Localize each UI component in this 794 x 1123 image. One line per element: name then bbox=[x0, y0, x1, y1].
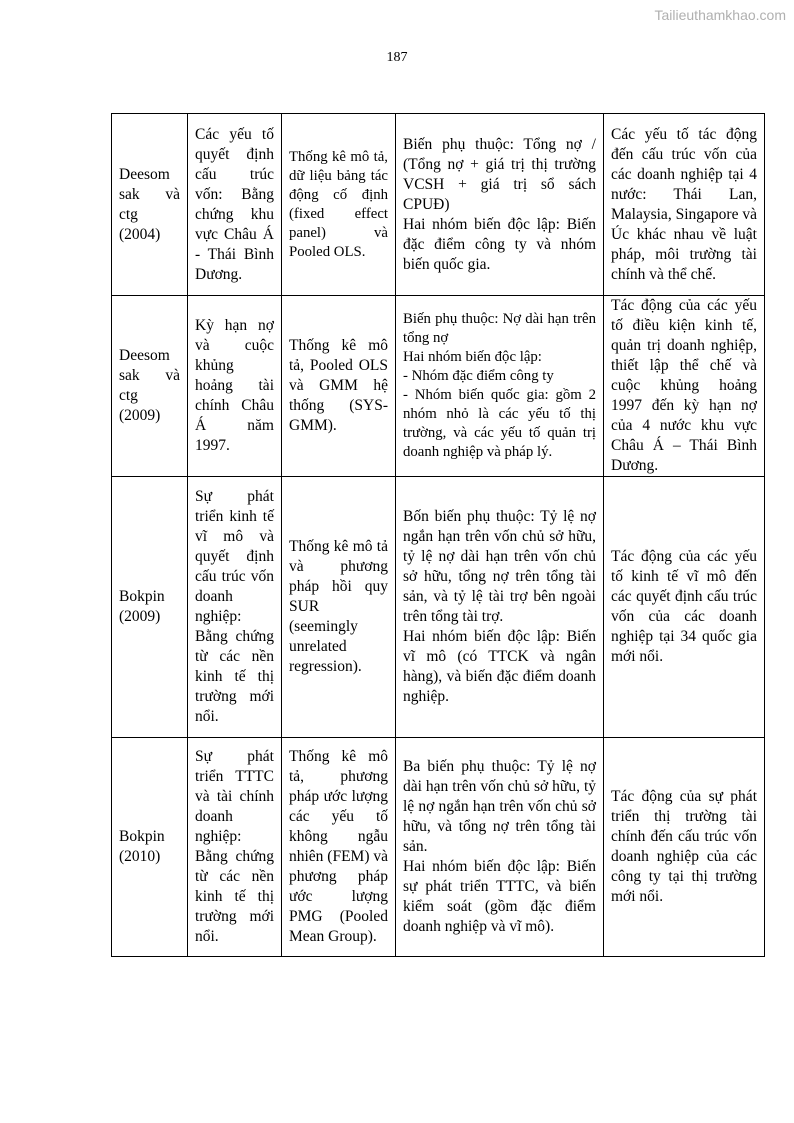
table-row bbox=[112, 477, 765, 738]
variables-cell bbox=[396, 738, 604, 957]
topic-cell: Các yếu tố quyết định cấu trúc vốn: Bằng chứng khu vực Châu Á - Thái Bình Dương. bbox=[188, 114, 282, 296]
author-line: Deesom bbox=[119, 347, 170, 364]
variables-paragraph: Bốn biến phụ thuộc: Tỷ lệ nợ ngắn hạn trên vốn chủ sở hữu, tỷ lệ nợ dài hạn trên vốn chủ sở hữu, tổng nợ trên tổng tài sản, và tỷ lệ tài trợ bên ngoài trên tổng tài trợ. bbox=[403, 508, 596, 625]
author-line: (2010) bbox=[119, 848, 161, 865]
author-line: ctg bbox=[119, 387, 138, 404]
variables-paragraph: Hai nhóm biến độc lập: bbox=[403, 349, 542, 365]
table-row bbox=[112, 738, 765, 957]
method-cell: Thống kê mô tả, dữ liệu bảng tác động cố định (fixed effect panel) và Pooled OLS. bbox=[282, 114, 396, 296]
author-line: Bokpin bbox=[119, 828, 165, 845]
literature-table bbox=[111, 113, 765, 957]
variables-paragraph: Ba biến phụ thuộc: Tỷ lệ nợ dài hạn trên vốn chủ sở hữu, tỷ lệ nợ ngắn hạn trên vốn chủ sở hữu, và tổng nợ trên tổng tài sản. bbox=[403, 758, 596, 855]
author-line: (2009) bbox=[119, 608, 161, 625]
variables-cell bbox=[396, 296, 604, 477]
method-cell: Thống kê mô tả, phương pháp ước lượng các yếu tố không ngẫu nhiên (FEM) và phương pháp ước lượng PMG (Pooled Mean Group). bbox=[282, 738, 396, 957]
watermark: Tailieuthamkhao.com bbox=[654, 7, 786, 23]
author-cell bbox=[112, 296, 188, 477]
author-cell bbox=[112, 477, 188, 738]
page-number: 187 bbox=[386, 50, 408, 65]
variables-cell bbox=[396, 114, 604, 296]
topic-cell: Kỳ hạn nợ và cuộc khủng hoảng tài chính Châu Á năm 1997. bbox=[188, 296, 282, 477]
author-line: sak và bbox=[119, 185, 180, 203]
author-cell bbox=[112, 738, 188, 957]
author-line: Deesom bbox=[119, 165, 170, 183]
topic-cell: Sự phát triển TTTC và tài chính doanh nghiệp: Bằng chứng từ các nền kinh tế thị trường mới nổi. bbox=[188, 738, 282, 957]
table-row bbox=[112, 296, 765, 477]
findings-cell: Tác động của các yếu tố điều kiện kinh tế, quản trị doanh nghiệp, thiết lập thể chế và cuộc khủng hoảng 1997 đến kỳ hạn nợ của 4 nước khu vực Châu Á – Thái Bình Dương. bbox=[604, 296, 765, 477]
variables-paragraph: Hai nhóm biến độc lập: Biến vĩ mô (có TTCK và ngân hàng), và biến đặc điểm doanh nghiệp. bbox=[403, 628, 596, 705]
method-cell: Thống kê mô tả, Pooled OLS và GMM hệ thống (SYS-GMM). bbox=[282, 296, 396, 477]
findings-cell: Tác động của sự phát triển thị trường tài chính đến cấu trúc vốn doanh nghiệp của các công ty tại thị trường mới nổi. bbox=[604, 738, 765, 957]
topic-cell: Sự phát triển kinh tế vĩ mô và quyết định cấu trúc vốn doanh nghiệp: Bằng chứng từ các nền kinh tế thị trường mới nổi. bbox=[188, 477, 282, 738]
variables-cell bbox=[396, 477, 604, 738]
variables-paragraph: Biến phụ thuộc: Nợ dài hạn trên tổng nợ bbox=[403, 311, 596, 346]
findings-cell: Các yếu tố tác động đến cấu trúc vốn của các doanh nghiệp tại 4 nước: Thái Lan, Malaysia, Singapore và Úc khác nhau về luật pháp, môi trường tài chính và thể chế. bbox=[604, 114, 765, 296]
findings-cell: Tác động của các yếu tố kinh tế vĩ mô đến các quyết định cấu trúc vốn của các doanh nghiệp tại 34 quốc gia mới nổi. bbox=[604, 477, 765, 738]
author-line: (2004) bbox=[119, 225, 161, 243]
author-line: (2009) bbox=[119, 407, 161, 424]
author-line: sak và bbox=[119, 367, 180, 384]
variables-paragraph: Biến phụ thuộc: Tổng nợ / (Tổng nợ + giá trị thị trường VCSH + giá trị sổ sách CPUĐ) bbox=[403, 135, 596, 213]
variables-paragraph: - Nhóm đặc điểm công ty bbox=[403, 368, 554, 384]
variables-paragraph: Hai nhóm biến độc lập: Biến đặc điểm công ty và nhóm biến quốc gia. bbox=[403, 215, 596, 273]
author-cell bbox=[112, 114, 188, 296]
table-row bbox=[112, 114, 765, 296]
method-cell: Thống kê mô tả và phương pháp hồi quy SUR (seemingly unrelated regression). bbox=[282, 477, 396, 738]
author-line: Bokpin bbox=[119, 588, 165, 605]
variables-paragraph: - Nhóm biến quốc gia: gồm 2 nhóm nhỏ là các yếu tố thị trường, và các yếu tố quản trị doanh nghiệp và pháp lý. bbox=[403, 387, 596, 460]
variables-paragraph: Hai nhóm biến độc lập: Biến sự phát triển TTTC, và biến kiểm soát (gồm đặc điểm doanh nghiệp và vĩ mô). bbox=[403, 858, 596, 935]
author-line: ctg bbox=[119, 205, 138, 223]
